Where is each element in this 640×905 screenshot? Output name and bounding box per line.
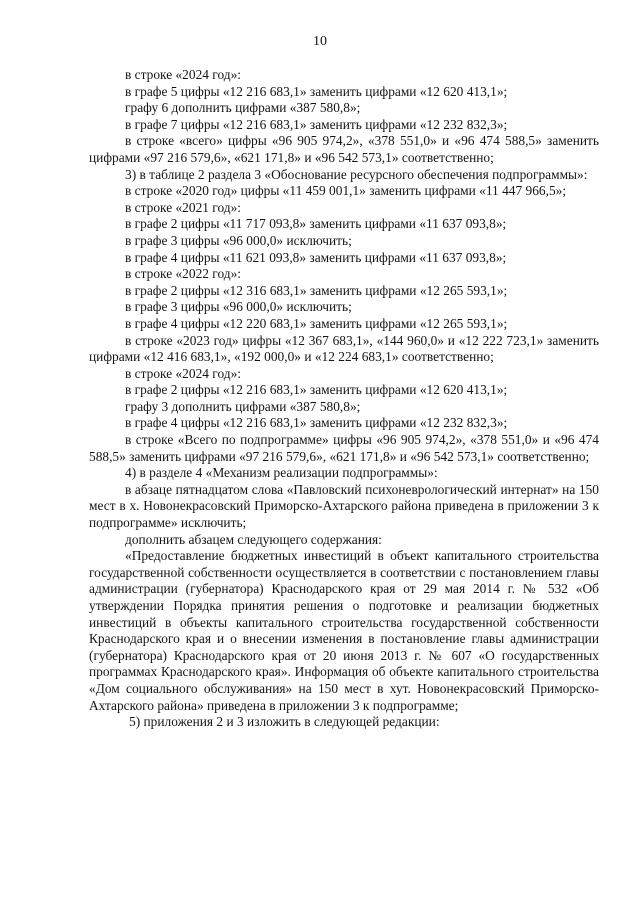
paragraph: в строке «Всего по подпрограмме» цифры «96 905 974,2», «378 551,0» и «96 474 588,5» заменить цифрами «97 216 579,6», «621 171,8» и «96 542 573,1» соответственно; [89,432,599,464]
paragraph: в абзаце пятнадцатом слова «Павловский психоневрологический интернат» на 150 мест в х. Новонекрасовский Приморско-Ахтарского района приведена в приложении 3 к подпрограмме» исключить; [89,481,599,531]
paragraph: в графе 4 цифры «11 621 093,8» заменить цифрами «11 637 093,8»; [125,249,507,265]
paragraph: в графе 3 цифры «96 000,0» исключить; [125,232,352,248]
paragraph: графу 6 дополнить цифрами «387 580,8»; [125,100,361,116]
paragraph: «Предоставление бюджетных инвестиций в объект капитального строительства государственной собственности осуществляется в соответствии с постановлением главы администрации (губернатора) Краснодарского края от 29 мая 2014 г. № 532 «Об утверждении Порядка принятия решения о подготовке и реализации бюджетных инвестиций в объекты капитального строительства государственной собственности Краснодарского края и о внесении изменения в постановление главы администрации (губернатора) Краснодарского края от 20 июня 2013 г. № 607 «О государственных программах Краснодарского края». Информация об объекте капитального строительства «Дом социального обслуживания» на 150 мест в хут. Новонекрасовский Приморско-Ахтарского района» приведена в приложении 3 к подпрограмме; [89,548,599,713]
paragraph: в графе 3 цифры «96 000,0» исключить; [125,299,352,315]
paragraph: в строке «2024 год»: [125,67,242,82]
paragraph: в строке «2023 год» цифры «12 367 683,1», «144 960,0» и «12 222 723,1» заменить цифрами «12 416 683,1», «192 000,0» и «12 224 683,1» соответственно; [89,332,599,365]
paragraph: графу 3 дополнить цифрами «387 580,8»; [125,398,361,414]
paragraph: 3) в таблице 2 раздела 3 «Обоснование ресурсного обеспечения подпрограммы»: [125,166,588,182]
paragraph: в графе 7 цифры «12 216 683,1» заменить цифрами «12 232 832,3»; [125,116,508,132]
document-body [89,67,599,731]
paragraph: в строке «2024 год»: [125,365,242,381]
page-number: 10 [313,34,327,49]
paragraph: 4) в разделе 4 «Механизм реализации подпрограммы»: [125,465,438,481]
paragraph: в строке «2022 год»: [125,266,242,282]
paragraph: в строке «2021 год»: [125,199,242,215]
paragraph: в строке «всего» цифры «96 905 974,2», «378 551,0» и «96 474 588,5» заменить цифрами «97 216 579,6», «621 171,8» и «96 542 573,1» соответственно; [89,133,599,165]
paragraph: дополнить абзацем следующего содержания: [125,531,382,547]
paragraph: в графе 2 цифры «12 216 683,1» заменить цифрами «12 620 413,1»; [125,382,508,398]
paragraph: в графе 4 цифры «12 216 683,1» заменить цифрами «12 232 832,3»; [125,415,508,431]
paragraph: в графе 2 цифры «12 316 683,1» заменить цифрами «12 265 593,1»; [125,282,508,298]
paragraph: в графе 4 цифры «12 220 683,1» заменить цифрами «12 265 593,1»; [125,315,508,331]
paragraph: 5) приложения 2 и 3 изложить в следующей редакции: [129,714,440,730]
paragraph: в графе 5 цифры «12 216 683,1» заменить цифрами «12 620 413,1»; [125,83,508,99]
paragraph: в графе 2 цифры «11 717 093,8» заменить цифрами «11 637 093,8»; [125,216,507,232]
paragraph: в строке «2020 год» цифры «11 459 001,1» заменить цифрами «11 447 966,5»; [125,183,567,199]
